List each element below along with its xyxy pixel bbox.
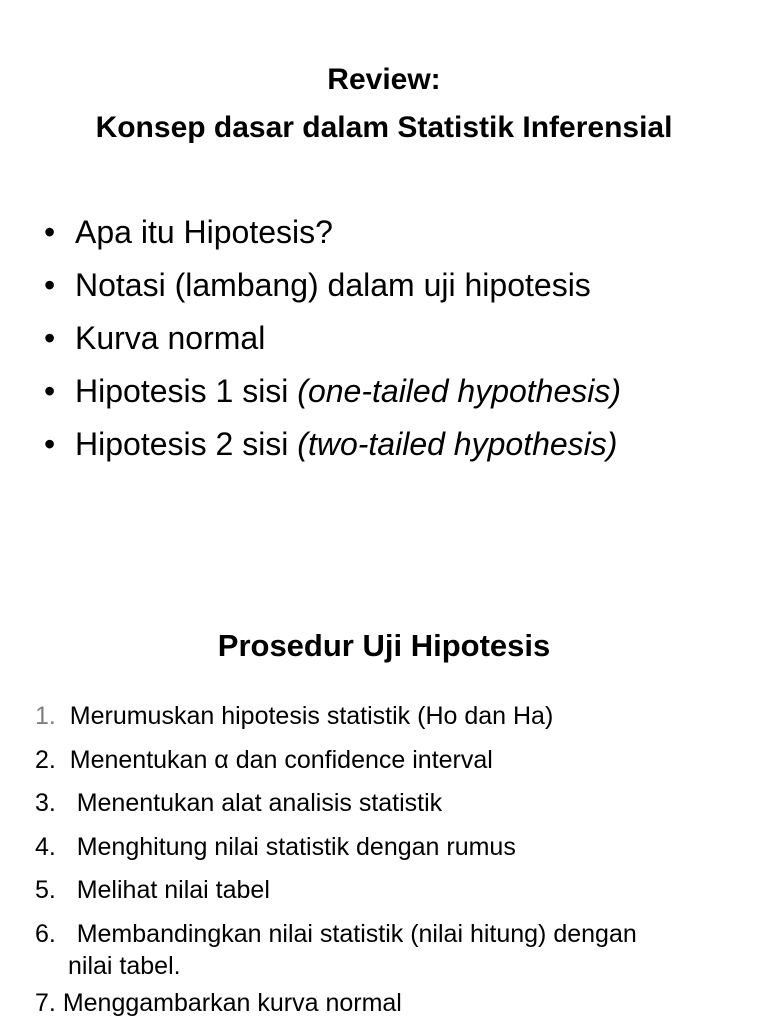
bullet-icon: • [44, 320, 56, 356]
bullet-item [44, 259, 621, 312]
step-text: Menentukan alat analisis statistik [76, 789, 443, 817]
bullet-item [44, 206, 621, 259]
step-text: Menggambarkan kurva normal [62, 989, 402, 1017]
bullet-icon: • [44, 426, 56, 462]
step-number: 4. [35, 832, 56, 861]
steps-list [35, 695, 637, 1026]
step-number: 5. [35, 876, 56, 904]
slide-title-prosedur: Prosedur Uji Hipotesis [217, 628, 551, 663]
step-number: 2. [35, 745, 56, 774]
slide-prosedur [0, 600, 768, 1024]
step-item [35, 826, 637, 870]
bullet-icon: • [44, 214, 56, 250]
bullet-italic-text: (two-tailed hypothesis) [297, 426, 618, 462]
step-item [35, 869, 637, 913]
step-item [35, 782, 637, 826]
step-text: Menghitung nilai statistik dengan rumus [76, 832, 516, 861]
bullet-item [44, 365, 621, 418]
step-text: Menentukan α dan confidence interval [69, 745, 493, 774]
bullet-text: Hipotesis 1 sisi [75, 373, 298, 409]
step-item [35, 695, 637, 739]
bullet-text: Hipotesis 2 sisi [75, 426, 298, 462]
bullet-italic-text: (one-tailed hypothesis) [297, 373, 622, 409]
step-item [35, 982, 637, 1026]
step-number: 6. [35, 919, 56, 948]
bullet-icon: • [44, 373, 56, 409]
step-text: Membandingkan nilai statistik (nilai hitung) dengan [76, 919, 637, 948]
bullet-text: Apa itu Hipotesis? [75, 214, 333, 250]
bullet-list [44, 206, 621, 471]
step-number: 3. [35, 789, 56, 817]
bullet-item [44, 418, 621, 471]
bullet-icon: • [44, 267, 56, 303]
step-text: Merumuskan hipotesis statistik (Ho dan Ha) [69, 702, 554, 730]
step-number: 1. [35, 702, 56, 730]
step-text-continuation: nilai tabel. [68, 952, 181, 980]
slide-subtitle: Konsep dasar dalam Statistik Inferensial [95, 111, 673, 144]
step-item [35, 913, 637, 983]
bullet-text: Notasi (lambang) dalam uji hipotesis [75, 267, 591, 303]
step-text: Melihat nilai tabel [76, 876, 270, 904]
slide-review [0, 0, 768, 512]
slide-title-review: Review: [327, 63, 441, 96]
step-number: 7. [35, 989, 56, 1017]
bullet-item [44, 312, 621, 365]
step-item [35, 739, 637, 783]
bullet-text: Kurva normal [75, 320, 266, 356]
